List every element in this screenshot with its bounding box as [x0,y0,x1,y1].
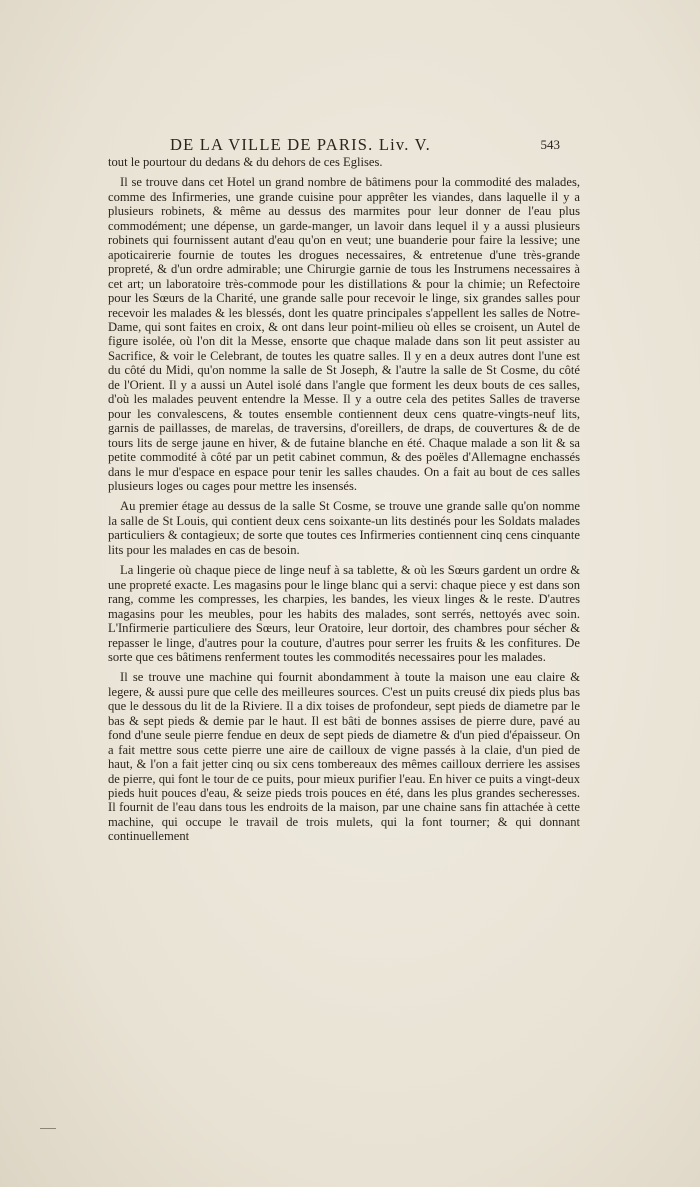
paragraph: Au premier étage au dessus de la salle St Cosme, se trouve une grande salle qu'on nomme la salle de St Louis, qui contient deux cens soixante-un lits destinés pour les Soldats malades particuliers & contagieux; de sorte que toutes ces Infirmeries contiennent cinq cens cinquante lits pour les malades en cas de besoin. [108,499,580,557]
paragraph: La lingerie où chaque piece de linge neuf à sa tablette, & où les Sœurs gardent un ordre & une propreté exacte. Les magasins pour le linge blanc qui a servi: chaque piece y est dans son rang, comme les compresses, les charpies, les bandes, les vieux linges & le reste. D'autres magasins pour les meubles, pour les habits des malades, sont serrés, nettoyés avec soin. L'Infirmerie particuliere des Sœurs, leur Oratoire, leur dortoir, des chambres pour sécher & repasser le linge, d'autres pour la couture, d'autres pour serrer les fruits & les confitures. De sorte que ces bâtimens renferment toutes les commodités necessaires pour les malades. [108,563,580,664]
page-number: 543 [540,137,560,152]
paragraph: tout le pourtour du dedans & du dehors de ces Eglises. [108,155,383,169]
body-text [108,155,580,850]
paragraph: Il se trouve une machine qui fournit abondamment à toute la maison une eau claire & legere, & aussi pure que celle des meilleures sources. C'est un puits creusé dix pieds plus bas que le dessous du lit de la Riviere. Il a dix toises de profondeur, sept pieds de diametre par le bas & sept pieds & demie par le haut. Il est bâti de bonnes assises de pierre dure, pavé au fond d'une seule pierre fendue en deux de sept pieds de diametre & d'un pied d'épaisseur. On a fait mettre sous cette pierre une aire de cailloux de vigne passés à la claie, d'un pied de haut, & l'on a fait jetter cinq ou six cens tombereaux des mêmes cailloux derriere les assises de pierre, qui font le tour de ce puits, pour mieux purifier l'eau. En hiver ce puits a vingt-deux pieds huit pouces d'eau, & seize pieds trois pouces en été, dans les plus grandes secheresses. Il fournit de l'eau dans tous les endroits de la maison, par une chaine sans fin attachée à cette machine, qui occupe le travail de trois mulets, qui la font tourner; & qui donnant continuellement [108,670,580,844]
page-header [170,135,560,157]
margin-mark [40,1128,56,1129]
running-title: DE LA VILLE DE PARIS. Liv. V. [170,135,431,154]
paragraph: Il se trouve dans cet Hotel un grand nombre de bâtimens pour la commodité des malades, comme des Infirmeries, une grande cuisine pour apprêter les viandes, dans laquelle il y a plusieurs robinets, & même au dessus des marmites pour leur donner de l'eau plus commodément; une dépense, un garde-manger, un lavoir dans lequel il y a aussi plusieurs robinets qui fournissent autant d'eau qu'on en veut; une buanderie pour faire la lessive; une apoticairerie fournie de toutes les drogues necessaires, & entretenue d'une très-grande propreté, & d'un ordre admirable; une Chirurgie garnie de tous les Instrumens necessaires à cet art; un laboratoire très-commode pour les distillations & pour la chimie; un Refectoire pour les Sœurs de la Charité, une grande salle pour recevoir le linge, six grandes salles pour recevoir les malades & les blessés, dont les quatre principales s'appellent les salles de Notre-Dame, qui sont faites en croix, & ont dans leur point-milieu où elles se croisent, un Autel de figure isolée, où l'on dit la Messe, ensorte que chaque malade dans son lit peut assister au Sacrifice, & voir le Celebrant, de toutes les quatre salles. Il y en a deux autres dont l'une est du côté du Midi, qu'on nomme la salle de St Joseph, & l'autre la salle de St Cosme, du côté de l'Orient. Il y a aussi un Autel isolé dans l'angle que forment les deux bouts de ces salles, d'où les malades peuvent entendre la Messe. Il y a outre cela des petites Salles de traverse pour les convalescens, & toutes ensemble contiennent deux cens quatre-vingts-neuf lits, garnis de paillasses, de marelas, de traversins, d'oreillers, de draps, de couvertures & de de tours lits de serge jaune en hiver, & de futaine blanche en été. Chaque malade a son lit & sa petite commodité à côté par un petit cabinet commun, & des poëles d'Allemagne enchassés dans le mur d'espace en espace pour tenir les salles chaudes. On a fait au bout de ces salles plusieurs loges ou cages pour mettre les insensés. [108,175,580,493]
